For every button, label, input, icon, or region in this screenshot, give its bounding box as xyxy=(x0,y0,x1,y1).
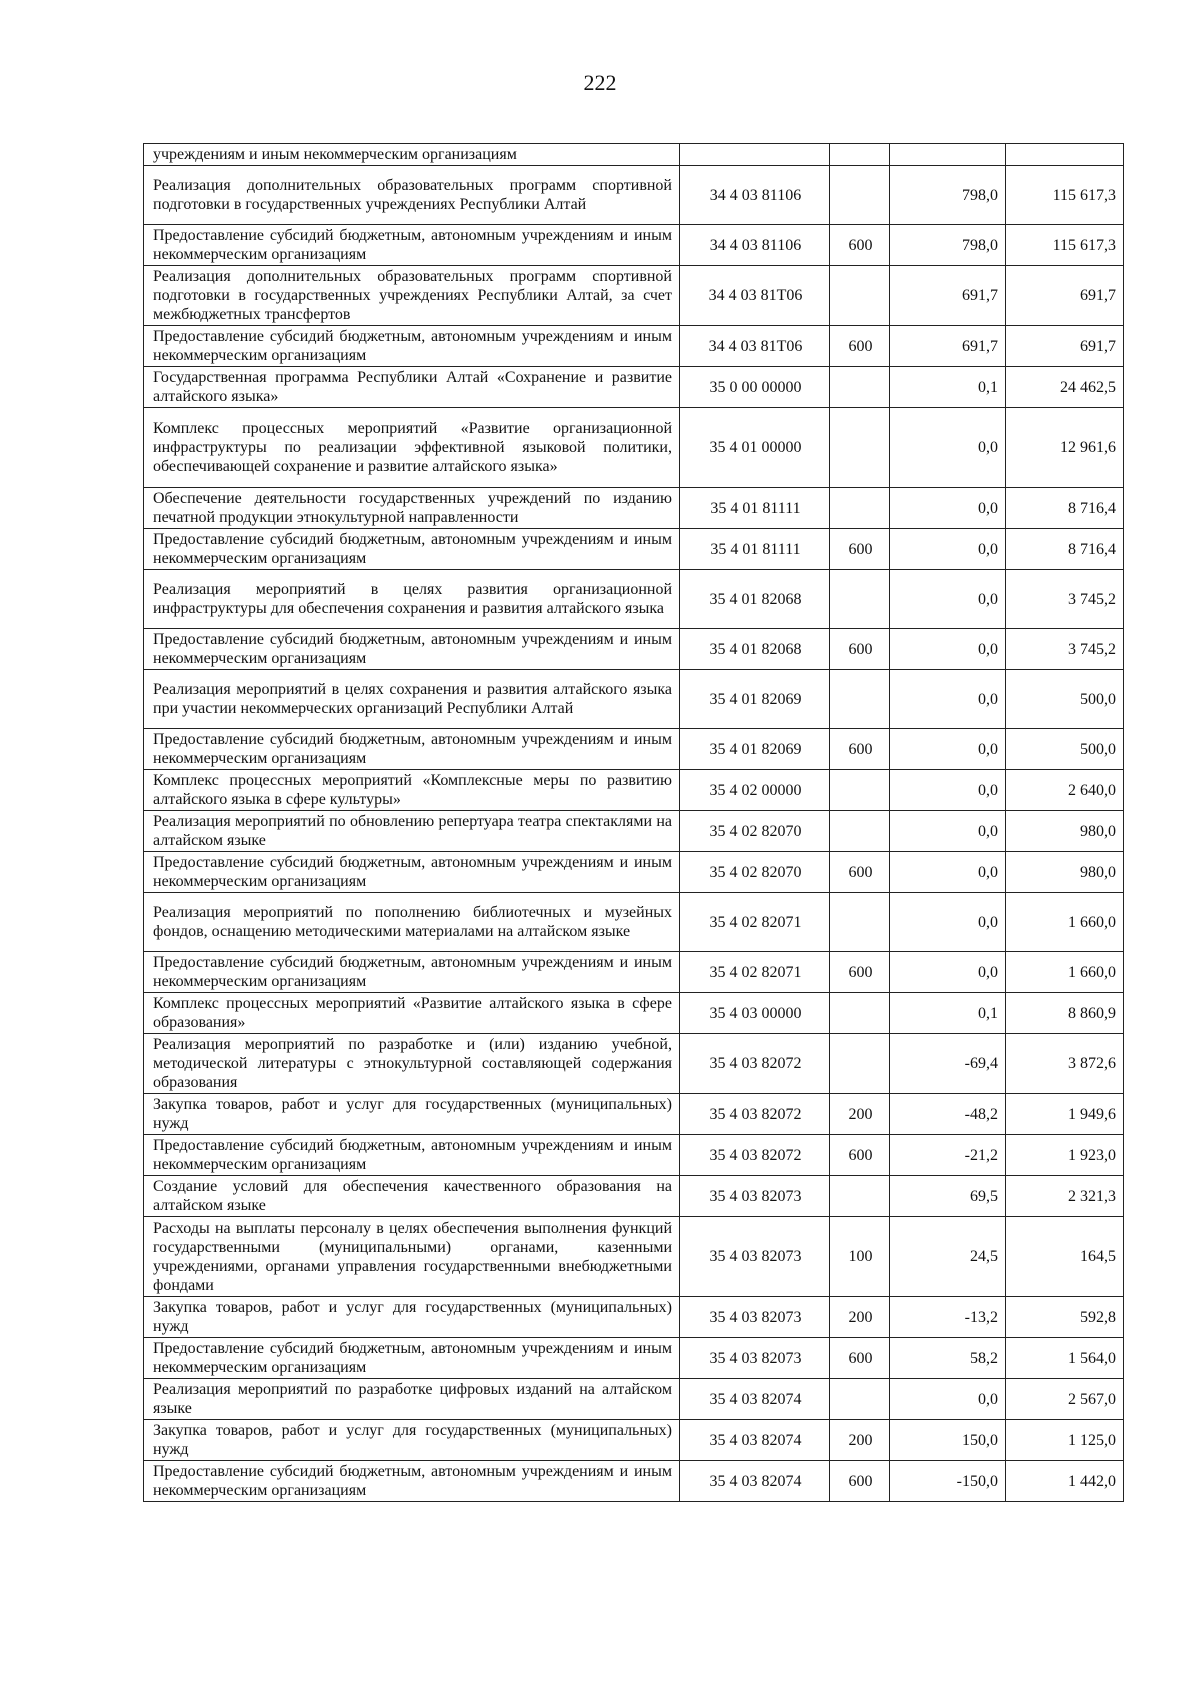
row-change-amount: 798,0 xyxy=(890,166,1006,225)
row-change-amount: 0,0 xyxy=(890,852,1006,893)
row-change-amount: 58,2 xyxy=(890,1338,1006,1379)
row-total-amount: 1 564,0 xyxy=(1006,1338,1124,1379)
row-target-code: 35 0 00 00000 xyxy=(680,367,830,408)
row-expense-type: 600 xyxy=(830,1135,890,1176)
table-row xyxy=(144,570,1124,629)
row-expense-type xyxy=(830,408,890,488)
row-description: Реализация мероприятий по обновлению репертуара театра спектаклями на алтайском языке xyxy=(144,811,680,852)
row-description: Комплекс процессных мероприятий «Развитие организационной инфраструктуры по реализации эффективной языковой политики, обеспечивающей сохранение и развитие алтайского языка» xyxy=(144,408,680,488)
row-total-amount: 3 872,6 xyxy=(1006,1034,1124,1094)
row-expense-type xyxy=(830,993,890,1034)
row-total-amount: 115 617,3 xyxy=(1006,225,1124,266)
row-change-amount: -150,0 xyxy=(890,1461,1006,1502)
row-description: Предоставление субсидий бюджетным, автономным учреждениям и иным некоммерческим организациям xyxy=(144,326,680,367)
row-description: Расходы на выплаты персоналу в целях обеспечения выполнения функций государственными (муниципальными) органами, казенными учреждениями, органами управления государственными внебюджетными фондами xyxy=(144,1217,680,1297)
row-target-code: 35 4 02 82071 xyxy=(680,893,830,952)
row-total-amount: 8 860,9 xyxy=(1006,993,1124,1034)
row-change-amount: 0,0 xyxy=(890,488,1006,529)
row-target-code: 35 4 03 82074 xyxy=(680,1461,830,1502)
row-expense-type: 600 xyxy=(830,1461,890,1502)
row-target-code: 35 4 03 82072 xyxy=(680,1135,830,1176)
row-expense-type: 600 xyxy=(830,1338,890,1379)
row-expense-type xyxy=(830,367,890,408)
row-description: Комплекс процессных мероприятий «Развитие алтайского языка в сфере образования» xyxy=(144,993,680,1034)
table-row xyxy=(144,1379,1124,1420)
row-total-amount: 2 640,0 xyxy=(1006,770,1124,811)
row-description: Комплекс процессных мероприятий «Комплексные меры по развитию алтайского языка в сфере культуры» xyxy=(144,770,680,811)
row-total-amount: 980,0 xyxy=(1006,852,1124,893)
row-total-amount: 500,0 xyxy=(1006,729,1124,770)
row-total-amount: 1 923,0 xyxy=(1006,1135,1124,1176)
row-total-amount: 3 745,2 xyxy=(1006,629,1124,670)
table-row xyxy=(144,326,1124,367)
row-expense-type xyxy=(830,488,890,529)
row-description: Предоставление субсидий бюджетным, автономным учреждениям и иным некоммерческим организациям xyxy=(144,729,680,770)
row-change-amount xyxy=(890,144,1006,166)
row-change-amount: 0,0 xyxy=(890,811,1006,852)
row-expense-type: 200 xyxy=(830,1420,890,1461)
row-target-code: 34 4 03 81106 xyxy=(680,225,830,266)
row-total-amount: 2 567,0 xyxy=(1006,1379,1124,1420)
row-description: Реализация дополнительных образовательных программ спортивной подготовки в государственных учреждениях Республики Алтай xyxy=(144,166,680,225)
row-expense-type: 600 xyxy=(830,852,890,893)
row-total-amount: 8 716,4 xyxy=(1006,488,1124,529)
row-change-amount: 0,1 xyxy=(890,367,1006,408)
row-total-amount: 592,8 xyxy=(1006,1297,1124,1338)
table-row xyxy=(144,670,1124,729)
row-description: Закупка товаров, работ и услуг для государственных (муниципальных) нужд xyxy=(144,1094,680,1135)
row-target-code: 35 4 03 82074 xyxy=(680,1420,830,1461)
table-row xyxy=(144,529,1124,570)
row-description: Предоставление субсидий бюджетным, автономным учреждениям и иным некоммерческим организациям xyxy=(144,1338,680,1379)
row-target-code: 35 4 01 81111 xyxy=(680,488,830,529)
row-target-code: 35 4 02 82071 xyxy=(680,952,830,993)
row-target-code: 35 4 03 82073 xyxy=(680,1338,830,1379)
row-target-code: 35 4 01 82069 xyxy=(680,670,830,729)
row-change-amount: 69,5 xyxy=(890,1176,1006,1217)
row-expense-type xyxy=(830,266,890,326)
row-description: Предоставление субсидий бюджетным, автономным учреждениям и иным некоммерческим организациям xyxy=(144,1461,680,1502)
row-total-amount: 500,0 xyxy=(1006,670,1124,729)
row-change-amount: 0,0 xyxy=(890,570,1006,629)
row-target-code: 35 4 02 82070 xyxy=(680,852,830,893)
row-target-code: 35 4 03 82073 xyxy=(680,1217,830,1297)
row-expense-type: 200 xyxy=(830,1297,890,1338)
row-expense-type xyxy=(830,811,890,852)
table-row xyxy=(144,993,1124,1034)
row-total-amount: 2 321,3 xyxy=(1006,1176,1124,1217)
row-description: Реализация мероприятий в целях развития организационной инфраструктуры для обеспечения сохранения и развития алтайского языка xyxy=(144,570,680,629)
row-expense-type xyxy=(830,770,890,811)
row-change-amount: 0,1 xyxy=(890,993,1006,1034)
row-expense-type: 600 xyxy=(830,952,890,993)
row-target-code: 34 4 03 81106 xyxy=(680,166,830,225)
table-row xyxy=(144,852,1124,893)
row-change-amount: -69,4 xyxy=(890,1034,1006,1094)
row-expense-type: 600 xyxy=(830,629,890,670)
row-total-amount: 3 745,2 xyxy=(1006,570,1124,629)
row-description: Предоставление субсидий бюджетным, автономным учреждениям и иным некоммерческим организациям xyxy=(144,529,680,570)
row-expense-type xyxy=(830,1379,890,1420)
row-change-amount: 0,0 xyxy=(890,670,1006,729)
row-description: Реализация мероприятий по пополнению библиотечных и музейных фондов, оснащению методическими материалами на алтайском языке xyxy=(144,893,680,952)
row-target-code: 35 4 03 82073 xyxy=(680,1176,830,1217)
row-expense-type: 600 xyxy=(830,529,890,570)
row-description: Обеспечение деятельности государственных учреждений по изданию печатной продукции этнокультурной направленности xyxy=(144,488,680,529)
row-change-amount: 798,0 xyxy=(890,225,1006,266)
row-target-code: 35 4 01 81111 xyxy=(680,529,830,570)
table-row xyxy=(144,225,1124,266)
table-row xyxy=(144,166,1124,225)
row-expense-type: 600 xyxy=(830,729,890,770)
row-total-amount: 164,5 xyxy=(1006,1217,1124,1297)
row-change-amount: 150,0 xyxy=(890,1420,1006,1461)
row-expense-type xyxy=(830,1176,890,1217)
row-expense-type xyxy=(830,893,890,952)
row-target-code: 34 4 03 81Т06 xyxy=(680,326,830,367)
row-change-amount: -13,2 xyxy=(890,1297,1006,1338)
row-expense-type xyxy=(830,570,890,629)
row-total-amount: 12 961,6 xyxy=(1006,408,1124,488)
row-description: Реализация мероприятий в целях сохранения и развития алтайского языка при участии некоммерческих организаций Республики Алтай xyxy=(144,670,680,729)
row-total-amount: 1 125,0 xyxy=(1006,1420,1124,1461)
row-total-amount: 980,0 xyxy=(1006,811,1124,852)
row-change-amount: 0,0 xyxy=(890,729,1006,770)
row-change-amount: 691,7 xyxy=(890,326,1006,367)
row-expense-type: 600 xyxy=(830,326,890,367)
table-row xyxy=(144,1338,1124,1379)
row-target-code: 35 4 02 82070 xyxy=(680,811,830,852)
row-target-code: 35 4 01 82069 xyxy=(680,729,830,770)
row-change-amount: 24,5 xyxy=(890,1217,1006,1297)
row-description: Реализация мероприятий по разработке цифровых изданий на алтайском языке xyxy=(144,1379,680,1420)
row-expense-type xyxy=(830,1034,890,1094)
table-row xyxy=(144,952,1124,993)
row-target-code: 35 4 03 82073 xyxy=(680,1297,830,1338)
table-row xyxy=(144,1094,1124,1135)
table-row xyxy=(144,144,1124,166)
row-change-amount: 0,0 xyxy=(890,629,1006,670)
row-change-amount: 0,0 xyxy=(890,770,1006,811)
row-target-code: 35 4 03 00000 xyxy=(680,993,830,1034)
table-row xyxy=(144,1034,1124,1094)
table-row xyxy=(144,367,1124,408)
table-row xyxy=(144,408,1124,488)
row-description: Создание условий для обеспечения качественного образования на алтайском языке xyxy=(144,1176,680,1217)
budget-table xyxy=(143,143,1124,1502)
row-description: Закупка товаров, работ и услуг для государственных (муниципальных) нужд xyxy=(144,1420,680,1461)
row-change-amount: -48,2 xyxy=(890,1094,1006,1135)
row-total-amount: 691,7 xyxy=(1006,266,1124,326)
table-row xyxy=(144,1135,1124,1176)
row-description: учреждениям и иным некоммерческим организациям xyxy=(144,144,680,166)
row-expense-type xyxy=(830,166,890,225)
table-row xyxy=(144,893,1124,952)
row-description: Предоставление субсидий бюджетным, автономным учреждениям и иным некоммерческим организациям xyxy=(144,852,680,893)
row-target-code xyxy=(680,144,830,166)
row-description: Предоставление субсидий бюджетным, автономным учреждениям и иным некоммерческим организациям xyxy=(144,225,680,266)
row-total-amount: 1 660,0 xyxy=(1006,952,1124,993)
table-row xyxy=(144,1176,1124,1217)
budget-table-body xyxy=(144,144,1124,1502)
table-row xyxy=(144,729,1124,770)
row-total-amount: 1 660,0 xyxy=(1006,893,1124,952)
table-row xyxy=(144,1217,1124,1297)
row-target-code: 35 4 03 82072 xyxy=(680,1094,830,1135)
row-total-amount: 1 949,6 xyxy=(1006,1094,1124,1135)
row-expense-type: 600 xyxy=(830,225,890,266)
row-total-amount: 24 462,5 xyxy=(1006,367,1124,408)
row-description: Предоставление субсидий бюджетным, автономным учреждениям и иным некоммерческим организациям xyxy=(144,1135,680,1176)
row-target-code: 35 4 01 82068 xyxy=(680,629,830,670)
row-expense-type: 100 xyxy=(830,1217,890,1297)
row-change-amount: -21,2 xyxy=(890,1135,1006,1176)
row-target-code: 34 4 03 81Т06 xyxy=(680,266,830,326)
table-row xyxy=(144,266,1124,326)
table-row xyxy=(144,1297,1124,1338)
row-target-code: 35 4 03 82074 xyxy=(680,1379,830,1420)
row-total-amount xyxy=(1006,144,1124,166)
table-row xyxy=(144,770,1124,811)
row-description: Закупка товаров, работ и услуг для государственных (муниципальных) нужд xyxy=(144,1297,680,1338)
table-row xyxy=(144,629,1124,670)
row-description: Предоставление субсидий бюджетным, автономным учреждениям и иным некоммерческим организациям xyxy=(144,952,680,993)
row-expense-type xyxy=(830,670,890,729)
row-total-amount: 691,7 xyxy=(1006,326,1124,367)
page-number: 222 xyxy=(583,70,617,95)
table-row xyxy=(144,1461,1124,1502)
row-expense-type: 200 xyxy=(830,1094,890,1135)
row-target-code: 35 4 01 00000 xyxy=(680,408,830,488)
row-description: Реализация дополнительных образовательных программ спортивной подготовки в государственных учреждениях Республики Алтай, за счет межбюджетных трансфертов xyxy=(144,266,680,326)
row-total-amount: 115 617,3 xyxy=(1006,166,1124,225)
row-change-amount: 691,7 xyxy=(890,266,1006,326)
table-row xyxy=(144,1420,1124,1461)
row-description: Предоставление субсидий бюджетным, автономным учреждениям и иным некоммерческим организациям xyxy=(144,629,680,670)
row-target-code: 35 4 02 00000 xyxy=(680,770,830,811)
row-change-amount: 0,0 xyxy=(890,893,1006,952)
row-change-amount: 0,0 xyxy=(890,952,1006,993)
row-total-amount: 8 716,4 xyxy=(1006,529,1124,570)
table-row xyxy=(144,811,1124,852)
row-total-amount: 1 442,0 xyxy=(1006,1461,1124,1502)
row-description: Реализация мероприятий по разработке и (или) изданию учебной, методической литературы с этнокультурной составляющей содержания образования xyxy=(144,1034,680,1094)
row-change-amount: 0,0 xyxy=(890,408,1006,488)
row-target-code: 35 4 03 82072 xyxy=(680,1034,830,1094)
row-change-amount: 0,0 xyxy=(890,1379,1006,1420)
row-change-amount: 0,0 xyxy=(890,529,1006,570)
row-description: Государственная программа Республики Алтай «Сохранение и развитие алтайского языка» xyxy=(144,367,680,408)
row-target-code: 35 4 01 82068 xyxy=(680,570,830,629)
table-row xyxy=(144,488,1124,529)
row-expense-type xyxy=(830,144,890,166)
